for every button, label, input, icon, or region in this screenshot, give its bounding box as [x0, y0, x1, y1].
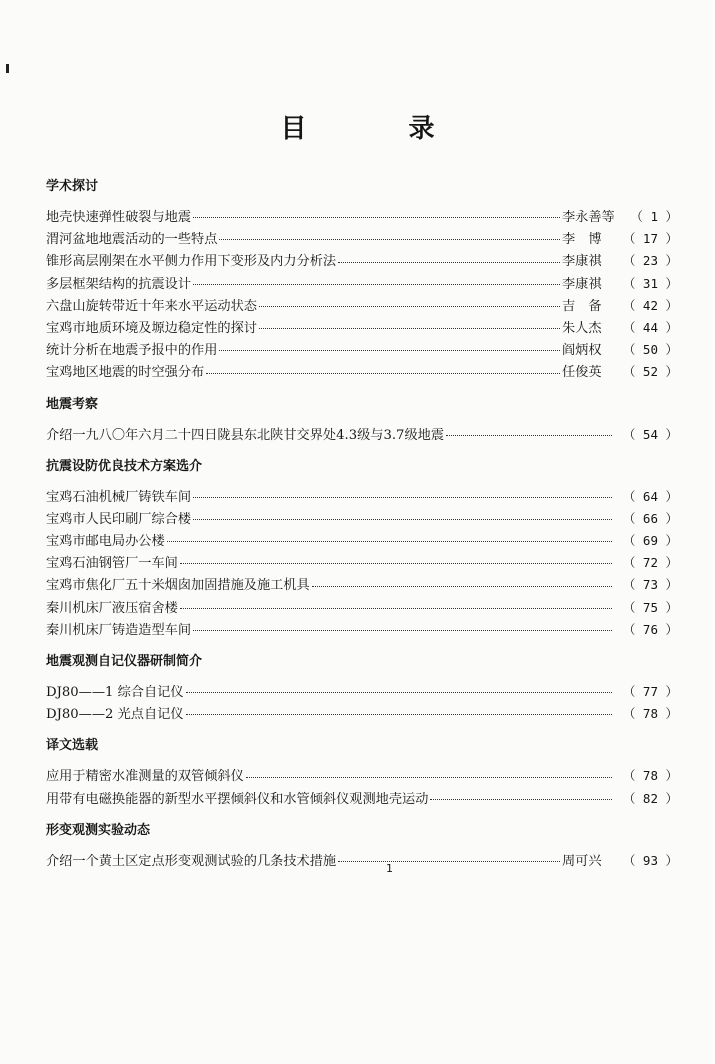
toc-entry[interactable]: [46, 206, 678, 228]
leader-dots: [167, 541, 612, 542]
entry-page: （ 77 ）: [622, 684, 678, 699]
entry-page: （ 17 ）: [622, 231, 678, 247]
toc-entry[interactable]: [46, 295, 678, 317]
toc-section: [46, 394, 678, 446]
entry-title: DJ80——1 综合自记仪: [46, 685, 184, 700]
entry-title: 锥形高层刚架在水平侧力作用下变形及内力分析法: [46, 254, 337, 270]
entry-title: 六盘山旋转带近十年来水平运动状态: [46, 298, 257, 314]
entry-author: 吉 备: [562, 298, 602, 314]
toc-entry[interactable]: [46, 552, 678, 574]
toc-entry[interactable]: [46, 339, 678, 361]
entry-author: 阎炳权: [562, 343, 602, 359]
leader-dots: [259, 306, 560, 307]
entry-title: 宝鸡市焦化厂五十米烟囱加固措施及施工机具: [46, 578, 310, 594]
leader-dots: [186, 692, 612, 693]
entry-author: 李康祺: [562, 276, 602, 292]
section-heading: 地震观测自记仪器研制简介: [46, 654, 203, 669]
leader-dots: [219, 239, 560, 240]
entry-author: 李 博: [562, 232, 602, 248]
toc-entry[interactable]: [46, 619, 678, 641]
entry-title: 应用于精密水准测量的双管倾斜仪: [46, 769, 244, 785]
toc-entry[interactable]: [46, 424, 678, 446]
page-number: 1: [386, 862, 393, 875]
toc-section: [46, 651, 678, 725]
toc-section: [46, 735, 678, 809]
entry-page: （ 69 ）: [622, 533, 678, 549]
entry-title: 统计分析在地震予报中的作用: [46, 343, 218, 359]
entry-page: （ 1 ）: [630, 209, 678, 224]
entry-page: （ 73 ）: [622, 577, 678, 593]
entry-page: （ 72 ）: [622, 555, 678, 571]
toc-entry[interactable]: [46, 317, 678, 339]
toc-entry[interactable]: [46, 508, 678, 530]
section-heading: 抗震设防优良技术方案选介: [46, 458, 203, 474]
entry-title: 地壳快速弹性破裂与地震: [46, 210, 192, 225]
leader-dots: [219, 350, 560, 351]
entry-page: （ 93 ）: [622, 852, 678, 868]
toc-entry[interactable]: [46, 530, 678, 552]
toc-entry[interactable]: [46, 228, 678, 250]
entry-title: 秦川机床厂铸造造型车间: [46, 622, 192, 638]
entry-title: 宝鸡市人民印刷厂综合楼: [46, 511, 192, 527]
entry-page: （ 75 ）: [622, 599, 678, 615]
toc-sections: [46, 176, 678, 882]
leader-dots: [193, 497, 612, 498]
entry-title: 宝鸡市邮电局办公楼: [46, 534, 165, 550]
entry-page: （ 52 ）: [622, 364, 678, 380]
leader-dots: [193, 519, 612, 520]
entry-author: 任俊英: [562, 365, 602, 381]
toc-entry[interactable]: [46, 597, 678, 619]
section-heading: 地震考察: [46, 396, 99, 412]
toc-entry[interactable]: [46, 486, 678, 508]
entry-author: 朱人杰: [562, 320, 602, 336]
toc-entry[interactable]: [46, 574, 678, 596]
leader-dots: [246, 777, 612, 778]
entry-title: 宝鸡石油钢管厂一车间: [46, 556, 178, 572]
toc-entry[interactable]: [46, 361, 678, 383]
leader-dots: [180, 563, 612, 564]
toc-entry[interactable]: [46, 765, 678, 787]
entry-title: 渭河盆地地震活动的一些特点: [46, 232, 218, 248]
entry-title: 用带有电磁换能器的新型水平摆倾斜仪和水管倾斜仪观测地壳运动: [46, 791, 429, 807]
entry-page: （ 54 ）: [622, 426, 678, 442]
section-heading: 译文选载: [46, 738, 99, 754]
entry-title: 多层框架结构的抗震设计: [46, 276, 192, 292]
toc-entry[interactable]: [46, 681, 678, 703]
entry-title: 介绍一个黄土区定点形变观测试验的几条技术措施: [46, 853, 337, 869]
toc-entry[interactable]: [46, 788, 678, 810]
entry-page: （ 44 ）: [622, 319, 678, 335]
entry-title: 秦川机床厂液压宿舍楼: [46, 600, 178, 616]
leader-dots: [193, 284, 560, 285]
toc-section: [46, 456, 678, 641]
leader-dots: [430, 799, 612, 800]
section-heading: 学术探讨: [46, 179, 99, 194]
leader-dots: [446, 435, 612, 436]
toc-entry[interactable]: [46, 273, 678, 295]
toc-entry[interactable]: [46, 850, 678, 872]
entry-title: DJ80——2 光点自记仪: [46, 707, 184, 723]
leader-dots: [180, 608, 612, 609]
entry-page: （ 76 ）: [622, 621, 678, 637]
leader-dots: [338, 861, 560, 862]
entry-title: 宝鸡石油机械厂铸铁车间: [46, 489, 192, 505]
entry-author: 李康祺: [562, 254, 602, 270]
leader-dots: [338, 262, 560, 263]
toc-entry[interactable]: [46, 703, 678, 725]
scan-mark: [6, 64, 9, 73]
entry-page: （ 64 ）: [622, 488, 678, 504]
section-heading: 形变观测实验动态: [46, 822, 151, 838]
entry-author: 李永善等: [562, 210, 615, 225]
leader-dots: [186, 714, 612, 715]
toc-entry[interactable]: [46, 250, 678, 272]
entry-title: 宝鸡市地质环境及塬边稳定性的探讨: [46, 320, 257, 336]
page-title: 目 录: [280, 114, 473, 144]
entry-title: 介绍一九八〇年六月二十四日陇县东北陕甘交界处4.3级与3.7级地震: [46, 427, 445, 443]
entry-page: （ 42 ）: [622, 297, 678, 313]
entry-page: （ 50 ）: [622, 342, 678, 358]
leader-dots: [259, 328, 560, 329]
leader-dots: [193, 217, 560, 218]
entry-title: 宝鸡地区地震的时空强分布: [46, 365, 205, 381]
leader-dots: [206, 373, 560, 374]
toc-section: [46, 176, 678, 384]
entry-page: （ 31 ）: [622, 275, 678, 291]
entry-page: （ 78 ）: [622, 768, 678, 784]
leader-dots: [312, 586, 612, 587]
entry-page: （ 66 ）: [622, 510, 678, 526]
entry-page: （ 78 ）: [622, 706, 678, 722]
entry-author: 周可兴: [562, 853, 602, 869]
toc-section: [46, 820, 678, 872]
entry-page: （ 82 ）: [622, 790, 678, 806]
leader-dots: [193, 630, 612, 631]
entry-page: （ 23 ）: [622, 253, 678, 269]
